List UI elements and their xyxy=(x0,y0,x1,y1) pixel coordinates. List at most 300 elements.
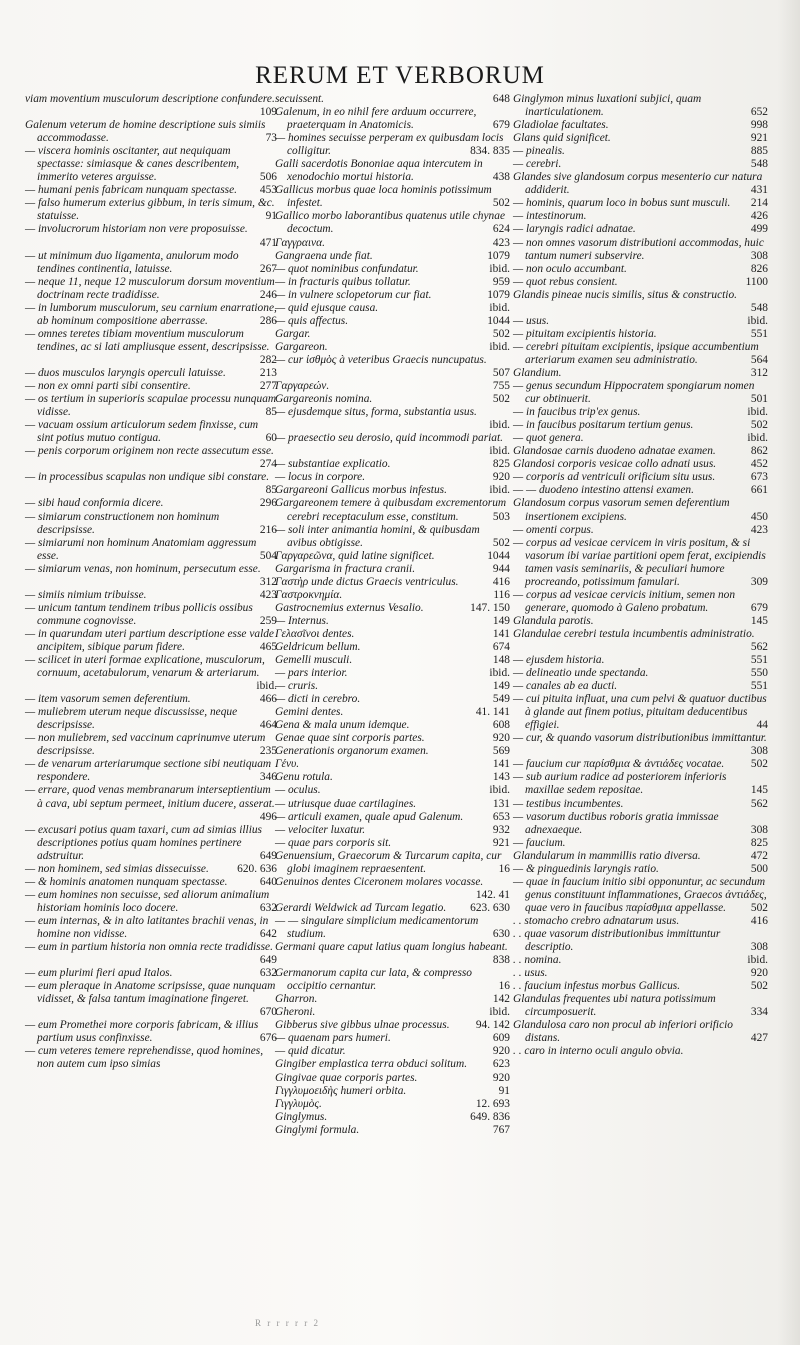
index-entry-text: Γαστροκνημία. xyxy=(275,588,343,601)
index-entry xyxy=(275,602,510,615)
index-entry-text: Glandis pineae nucis similis, situs & constructio. xyxy=(513,288,738,301)
index-entry xyxy=(25,602,277,628)
index-page-ref: 60 xyxy=(265,432,277,445)
index-page-ref: 653 xyxy=(492,810,510,823)
index-entry xyxy=(513,380,768,406)
index-entry-text: Galenum veterum de homine descriptione suis simiis accommodasse. xyxy=(25,119,266,145)
index-entry xyxy=(275,237,510,250)
index-entry xyxy=(513,210,768,223)
index-page-ref: 496 xyxy=(259,810,277,823)
index-page-ref: 416 xyxy=(492,575,510,588)
index-entry xyxy=(275,563,510,576)
index-entry-text: — os tertium in superioris scapulae processu nunquam vidisse. xyxy=(25,393,277,419)
index-page-ref: ibid. xyxy=(747,406,768,419)
index-page-ref: 235 xyxy=(259,745,277,758)
index-entry xyxy=(275,811,510,824)
index-page-ref: 624 xyxy=(492,223,510,236)
index-entry xyxy=(275,458,510,471)
index-page-ref: 143 xyxy=(492,771,510,784)
index-entry xyxy=(513,171,768,197)
index-entry-text: — omnes teretes tibiam moventium musculorum tendines, ac si lati ampliusque essent, descripsisse. xyxy=(25,327,270,353)
index-page-ref: 676 xyxy=(259,1032,277,1045)
index-entry-text: Glandulas frequentes ubi natura potissimum circumposuerit. xyxy=(513,993,716,1019)
index-entry-text: Ginglymus. xyxy=(275,1110,328,1123)
index-entry-text: Geldricum bellum. xyxy=(275,640,361,653)
index-entry-text: — intestinorum. xyxy=(513,210,587,223)
index-page-ref: 1044 xyxy=(487,314,510,327)
index-entry-text: — involucrorum historiam non vere proposuisse. xyxy=(25,223,248,236)
index-entry xyxy=(513,263,768,276)
index-entry-text: — de venarum arteriarumque sectione sibi neutiquam respondere. xyxy=(25,758,272,784)
index-entry xyxy=(25,537,277,563)
index-page-ref: 652 xyxy=(750,106,768,119)
index-entry-text: — cui pituita influat, una cum pelvi & quatuor ductibus à glande aut finem potius, pituitam deducentibus effigiei. xyxy=(513,693,767,732)
index-entry-text: Gibberus sive gibbus ulnae processus. xyxy=(275,1019,450,1032)
index-entry-text: Glandulae cerebri testula incumbentis administratio. xyxy=(513,627,755,640)
index-entry-text: — in lumborum musculorum, seu carnium enarratione, ab hominum compositione aberrasse. xyxy=(25,301,277,327)
index-entry xyxy=(513,654,768,667)
index-entry-text: — cum veteres temere reprehendisse, quod homines, non autem cum ipso simias xyxy=(25,1045,264,1071)
index-entry-text: — scilicet in uteri formae explicatione, musculorum, cornuum, acetabulorum, venarum & arteriarum. xyxy=(25,654,265,680)
index-page-ref: 427 xyxy=(750,1032,768,1045)
index-page-ref: 679 xyxy=(492,119,510,132)
index-page-ref: 94. 142 xyxy=(475,1019,510,1032)
index-entry xyxy=(513,628,768,654)
index-entry-text: Gingivae quae corporis partes. xyxy=(275,1071,418,1084)
index-entry-text: — excusari potius quam taxari, cum ad simias illius descriptiones potius quam homines pertinere adstruitur. xyxy=(25,823,262,862)
index-entry-text: Ginglymi formula. xyxy=(275,1123,360,1136)
index-entry xyxy=(275,719,510,732)
index-page-ref: 500 xyxy=(750,862,768,875)
index-entry-text: — in vulnere sclopetorum cur fiat. xyxy=(275,288,432,301)
index-entry-text: — locus in corpore. xyxy=(275,471,366,484)
index-page-ref: 16 xyxy=(498,980,510,993)
index-entry-text: — pituitam excipientis historia. xyxy=(513,327,657,340)
index-entry-text: . . stomacho crebro adnatarum usus. xyxy=(513,914,680,927)
index-entry-text: — in faucibus positarum tertium genus. xyxy=(513,419,694,432)
index-page-ref: 503 xyxy=(492,510,510,523)
index-page-ref: 274 xyxy=(259,458,277,471)
index-entry-text: — muliebrem uterum neque discussisse, neque descripsisse. xyxy=(25,706,238,732)
index-entry-text: — usus. xyxy=(513,314,550,327)
index-entry xyxy=(25,511,277,537)
index-entry-text: — omenti corpus. xyxy=(513,523,594,536)
index-entry xyxy=(513,223,768,236)
index-page-ref: 632 xyxy=(259,967,277,980)
index-entry-text: . . caro in interno oculi angulo obvia. xyxy=(513,1045,684,1058)
index-entry-text: Glandosae carnis duodeno adnatae examen. xyxy=(513,445,716,458)
index-entry xyxy=(25,563,277,589)
index-entry xyxy=(275,93,510,106)
index-entry xyxy=(513,289,768,315)
index-entry xyxy=(513,798,768,811)
index-entry-text: Glandula parotis. xyxy=(513,614,594,627)
index-page-ref: 147. 150 xyxy=(470,601,510,614)
index-entry xyxy=(25,276,277,302)
index-page-ref: 501 xyxy=(750,393,768,406)
index-entry xyxy=(25,784,277,823)
index-page-ref: 44 xyxy=(756,719,768,732)
index-page-ref: 826 xyxy=(750,262,768,275)
index-page-ref: 608 xyxy=(492,719,510,732)
index-entry-text: — velociter luxatur. xyxy=(275,823,366,836)
index-entry-text: — hominis, quarum loco in bobus sunt musculi. xyxy=(513,197,731,210)
index-page-ref: 502 xyxy=(750,758,768,771)
index-page-ref: 464 xyxy=(259,719,277,732)
index-entry xyxy=(275,341,510,354)
header-title: RERUM ET VERBORUM xyxy=(255,62,545,89)
index-entry xyxy=(275,967,510,993)
index-entry xyxy=(25,445,277,471)
index-entry xyxy=(25,197,277,223)
index-page-ref: 648 xyxy=(492,93,510,105)
index-entry xyxy=(275,432,510,458)
index-page-ref: 502 xyxy=(492,536,510,549)
index-entry-text: . . faucium infestus morbus Gallicus. xyxy=(513,980,681,993)
index-entry xyxy=(25,393,277,419)
index-entry-text: Γαργαρεών. xyxy=(275,380,330,393)
index-page-ref: 16 xyxy=(498,862,510,875)
index-entry-text: — simiis nimium tribuisse. xyxy=(25,588,147,601)
index-entry-text: — quae pars corporis sit. xyxy=(275,836,392,849)
index-page-ref: 564 xyxy=(750,353,768,366)
index-entry-text: — quid dicatur. xyxy=(275,1045,346,1058)
index-entry xyxy=(513,458,768,471)
index-page-ref: 267 xyxy=(259,262,277,275)
index-page-ref: 141 xyxy=(492,627,510,640)
index-page-ref: 885 xyxy=(750,145,768,158)
index-entry xyxy=(513,419,768,432)
index-page-ref: 312 xyxy=(259,575,277,588)
index-page-ref: 131 xyxy=(492,797,510,810)
index-entry-text: — delineatio unde spectanda. xyxy=(513,667,649,680)
index-entry xyxy=(25,628,277,654)
index-entry xyxy=(275,354,510,380)
index-entry xyxy=(513,993,768,1019)
index-entry-text: — humani penis fabricam nunquam spectasse. xyxy=(25,184,237,197)
index-entry-text: — penis corporum originem non recte assecutum esse. xyxy=(25,445,274,458)
index-entry-text: Gingiber emplastica terra obduci solitum. xyxy=(275,1058,468,1071)
index-entry xyxy=(275,158,510,184)
index-entry xyxy=(25,706,277,732)
index-entry-text: — oculus. xyxy=(275,784,321,797)
index-entry xyxy=(275,132,510,158)
index-entry-text: secuissent. xyxy=(275,93,325,105)
index-entry-text: — eum internas, & in alto latitantes brachii venas, in homine non vidisse. xyxy=(25,914,269,940)
index-entry xyxy=(275,497,510,523)
index-entry-text: Gallico morbo laborantibus quatenus utile chynae decoctum. xyxy=(275,210,506,236)
index-page-ref: 620. 636 xyxy=(237,862,277,875)
index-entry-text: — quot genera. xyxy=(513,432,584,445)
index-entry xyxy=(513,1045,768,1058)
index-entry xyxy=(25,419,277,445)
index-page-ref: 944 xyxy=(492,562,510,575)
index-entry xyxy=(275,641,510,654)
index-entry xyxy=(275,693,510,706)
index-entry-text: — genus secundum Hippocratem spongiarum nomen cur obtinuerit. xyxy=(513,380,755,406)
index-page-ref: 141 xyxy=(492,758,510,771)
index-page-ref: 548 xyxy=(750,158,768,171)
index-entry-text: Glandium. xyxy=(513,366,562,379)
index-entry xyxy=(25,93,277,119)
index-page-ref: 109 xyxy=(259,106,277,119)
index-page-ref: 649 xyxy=(259,849,277,862)
index-page-ref: 145 xyxy=(750,614,768,627)
index-page-ref: ibid. xyxy=(489,484,510,497)
index-page-ref: 630 xyxy=(492,928,510,940)
index-page-ref: 91 xyxy=(498,1084,510,1097)
index-entry xyxy=(275,210,510,236)
index-entry xyxy=(25,654,277,693)
index-page-ref: 148 xyxy=(492,654,510,667)
index-entry-text: — quaenam pars humeri. xyxy=(275,1032,391,1045)
index-page-ref: 550 xyxy=(750,667,768,680)
index-entry xyxy=(275,315,510,328)
index-page-ref: 308 xyxy=(750,941,768,954)
index-page-ref: 214 xyxy=(750,197,768,210)
index-entry-text: — Internus. xyxy=(275,614,329,627)
index-entry-text: Gladiolae facultates. xyxy=(513,119,609,132)
index-page-ref: 504 xyxy=(259,549,277,562)
page-edge-shadow xyxy=(778,0,800,1345)
index-page-ref: 609 xyxy=(492,1032,510,1045)
index-page-ref: 674 xyxy=(492,640,510,653)
index-page-ref: 450 xyxy=(750,510,768,523)
index-page-ref: 312 xyxy=(750,366,768,379)
index-page-ref: 423 xyxy=(492,236,510,249)
index-entry-text: Glandularum in mammillis ratio diversa. xyxy=(513,849,701,862)
index-entry xyxy=(275,1124,510,1137)
index-entry xyxy=(25,863,277,876)
index-entry xyxy=(513,850,768,863)
index-entry xyxy=(513,837,768,850)
index-page-ref: 549 xyxy=(492,693,510,706)
index-entry-text: — eum pleraque in Anatome scripsisse, quae nunquam vidisset, & falsa tantum imaginatione fingeret. xyxy=(25,980,276,1006)
index-entry xyxy=(25,732,277,758)
index-page-ref: 862 xyxy=(750,445,768,458)
index-page-ref: 465 xyxy=(259,640,277,653)
index-entry-text: — vasorum ductibus roboris gratia immissae adnexaeque. xyxy=(513,810,719,836)
index-entry-text: — non ex omni parti sibi consentire. xyxy=(25,380,191,393)
index-entry xyxy=(275,106,510,132)
index-entry-text: — eum plurimi fieri apud Italos. xyxy=(25,967,173,980)
index-entry xyxy=(513,876,768,915)
index-entry-text: Genae quae sint corporis partes. xyxy=(275,732,425,745)
index-entry xyxy=(275,1072,510,1085)
running-header xyxy=(0,62,800,90)
index-page-ref: 453 xyxy=(259,184,277,197)
index-entry xyxy=(275,1006,510,1019)
index-entry-text: Gemini dentes. xyxy=(275,706,344,719)
index-entry xyxy=(25,184,277,197)
index-entry xyxy=(275,902,510,915)
index-page-ref: 551 xyxy=(750,680,768,693)
index-entry-text: — praesectio seu derosio, quid incommodi pariat. xyxy=(275,432,504,445)
index-page-ref: 632 xyxy=(259,901,277,914)
index-page-ref: 640 xyxy=(259,875,277,888)
index-page-ref: 259 xyxy=(259,614,277,627)
index-entry-text: viam moventium musculorum descriptione confundere. xyxy=(25,93,275,105)
index-entry-text: Genu rotula. xyxy=(275,771,333,784)
index-entry-text: — corpus ad vesicae cervicis initium, semen non generare, quomodo à Galeno probatum. xyxy=(513,588,736,614)
index-entry xyxy=(513,471,768,484)
index-entry xyxy=(275,628,510,641)
index-entry xyxy=(275,993,510,1006)
index-entry xyxy=(275,915,510,941)
index-page-ref: 346 xyxy=(259,771,277,784)
index-entry xyxy=(513,445,768,458)
index-entry xyxy=(513,497,768,523)
index-entry-text: Glans quid significet. xyxy=(513,132,611,145)
index-page-ref: 921 xyxy=(492,836,510,849)
index-entry-text: — faucium. xyxy=(513,836,566,849)
index-entry-text: Gargareon. xyxy=(275,340,328,353)
index-entry xyxy=(275,771,510,784)
index-page-ref: 649. 836 xyxy=(470,1110,510,1123)
index-entry xyxy=(513,276,768,289)
index-entry xyxy=(513,484,768,497)
index-page-ref: 142 xyxy=(492,993,510,1006)
index-page-ref: 507 xyxy=(492,366,510,379)
index-entry xyxy=(25,980,277,1019)
index-page-ref: 649 xyxy=(259,954,277,967)
index-page-ref: ibid. xyxy=(489,445,510,458)
index-page-ref: ibid. xyxy=(747,954,768,967)
index-page-ref: 562 xyxy=(750,797,768,810)
index-entry-text: — eum homines non secuisse, sed aliorum animalium historiam hominis loco docere. xyxy=(25,888,270,914)
index-entry xyxy=(25,693,277,706)
index-entry-text: Gena & mala unum idemque. xyxy=(275,719,410,732)
index-entry-text: — eum Promethei more corporis fabricam, & illius partium usus confinxisse. xyxy=(25,1019,259,1045)
index-entry-text: Gargareonis nomina. xyxy=(275,393,373,406)
index-entry-text: — in processibus scapulas non undique sibi constare. xyxy=(25,471,270,484)
index-page-ref: ibid. xyxy=(489,340,510,353)
index-entry-text: — duos musculos laryngis operculi latuisse. xyxy=(25,366,226,379)
index-entry-text: — utriusque duae cartilagines. xyxy=(275,797,417,810)
index-entry-text: Ginglymon minus luxationi subjici, quam inarticulationem. xyxy=(513,93,702,119)
index-page-ref: 282 xyxy=(259,353,277,366)
index-page-ref: 145 xyxy=(750,784,768,797)
index-entry xyxy=(25,1019,277,1045)
index-entry-text: Germani quare caput latius quam longius habeant. xyxy=(275,941,508,954)
index-entry xyxy=(513,132,768,145)
index-entry-text: Γένυ. xyxy=(275,758,300,771)
index-page-ref: 623 xyxy=(492,1058,510,1071)
index-entry-text: — neque 11, neque 12 musculorum dorsum moventium doctrinam recte tradidisse. xyxy=(25,275,275,301)
index-entry-text: — in faucibus trip'ex genus. xyxy=(513,406,641,419)
index-page-ref: 416 xyxy=(750,914,768,927)
index-entry-text: — viscera hominis oscitanter, aut nequiquam spectasse: simiasque & canes describentem, immerito veteres arguisse. xyxy=(25,145,240,184)
index-entry xyxy=(275,732,510,745)
index-page-ref: 73 xyxy=(265,132,277,145)
index-entry-text: — ejusdemque situs, forma, substantia usus. xyxy=(275,406,477,419)
index-entry xyxy=(275,1085,510,1098)
index-entry xyxy=(513,93,768,119)
index-page-ref: 431 xyxy=(750,184,768,197)
index-page-ref: 472 xyxy=(750,849,768,862)
index-entry-text: — corpus ad vesicae cervicem in viris positum, & si vasorum ibi variae partitioni opem ferat, excipiendis tamen vasis seminariis, & peculiari humore procreando, potissimum famulari. xyxy=(513,536,766,588)
index-page-ref: 838 xyxy=(492,954,510,967)
index-page-ref: 502 xyxy=(492,327,510,340)
index-entry-text: — cur ἰσθμὸς à veteribus Graecis nuncupatus. xyxy=(275,353,487,366)
index-entry xyxy=(25,367,277,380)
index-entry-text: — substantiae explicatio. xyxy=(275,458,391,471)
index-entry-text: Γιγγλυμὸς. xyxy=(275,1097,322,1110)
index-entry xyxy=(275,393,510,406)
index-entry xyxy=(275,784,510,797)
index-entry xyxy=(513,758,768,771)
index-page-ref: 502 xyxy=(492,197,510,210)
index-page-ref: 920 xyxy=(492,732,510,745)
index-entry xyxy=(275,876,510,902)
index-entry xyxy=(513,197,768,210)
index-page-ref: 562 xyxy=(750,640,768,653)
index-page-ref: 551 xyxy=(750,327,768,340)
index-entry-text: — cur, & quando vasorum distributionibus immittantur. xyxy=(513,732,767,745)
index-entry xyxy=(513,615,768,628)
index-page-ref: 1044 xyxy=(487,549,510,562)
index-page-ref: 471 xyxy=(259,236,277,249)
index-entry xyxy=(275,758,510,771)
index-entry xyxy=(25,876,277,889)
index-page-ref: 309 xyxy=(750,575,768,588)
index-entry-text: Γαστὴρ unde dictus Graecis ventriculus. xyxy=(275,575,459,588)
index-entry xyxy=(25,967,277,980)
index-page-ref: ibid. xyxy=(489,419,510,432)
index-page-ref: 308 xyxy=(750,249,768,262)
index-page-ref: 116 xyxy=(493,588,510,601)
index-entry xyxy=(513,1019,768,1045)
index-page-ref: 920 xyxy=(750,967,768,980)
index-entry xyxy=(275,654,510,667)
index-entry-text: Gemelli musculi. xyxy=(275,654,353,667)
index-entry xyxy=(513,432,768,445)
index-entry-text: Gargareonem temere à quibusdam excrementorum cerebri receptaculum esse, constitum. xyxy=(275,497,507,523)
index-entry xyxy=(275,576,510,589)
index-entry-text: — ejusdem historia. xyxy=(513,654,605,667)
index-entry xyxy=(275,471,510,484)
index-page-ref: 149 xyxy=(492,614,510,627)
index-entry xyxy=(275,1032,510,1045)
index-page-ref: 466 xyxy=(259,693,277,706)
index-entry xyxy=(513,589,768,615)
index-entry xyxy=(275,380,510,393)
index-entry-text: — non oculo accumbant. xyxy=(513,262,627,275)
index-page-ref: 755 xyxy=(492,380,510,393)
index-page-ref: 91 xyxy=(265,210,277,223)
index-entry xyxy=(25,119,277,145)
index-entry xyxy=(275,524,510,550)
index-entry-text: Γελασῖνοι dentes. xyxy=(275,627,355,640)
index-entry-text: . . nomina. xyxy=(513,954,562,967)
index-entry-text: Γιγγλυμοειδὴς humeri orbita. xyxy=(275,1084,407,1097)
index-entry-text: — cerebri. xyxy=(513,158,562,171)
index-page-ref: 502 xyxy=(750,901,768,914)
index-page-ref: 502 xyxy=(492,393,510,406)
index-page-ref: 12. 693 xyxy=(475,1097,510,1110)
index-entry-text: Γαργαρεῶνα, quid latine significet. xyxy=(275,549,435,562)
index-entry xyxy=(275,302,510,315)
index-entry-text: — soli inter animantia homini, & quibusdam avibus obtigisse. xyxy=(275,523,480,549)
index-entry-text: — & pinguedinis laryngis ratio. xyxy=(513,862,659,875)
index-page-ref: 502 xyxy=(750,419,768,432)
index-entry xyxy=(275,941,510,967)
index-entry xyxy=(275,824,510,837)
index-entry-text: — quot nominibus confundatur. xyxy=(275,262,419,275)
index-entry-text: — simiarumi non hominum Anatomiam aggressum esse. xyxy=(25,536,257,562)
index-page-ref: 825 xyxy=(750,836,768,849)
index-entry-text: — vacuam ossium articulorum sedem finxisse, cum sint potius mutuo contigua. xyxy=(25,419,259,445)
